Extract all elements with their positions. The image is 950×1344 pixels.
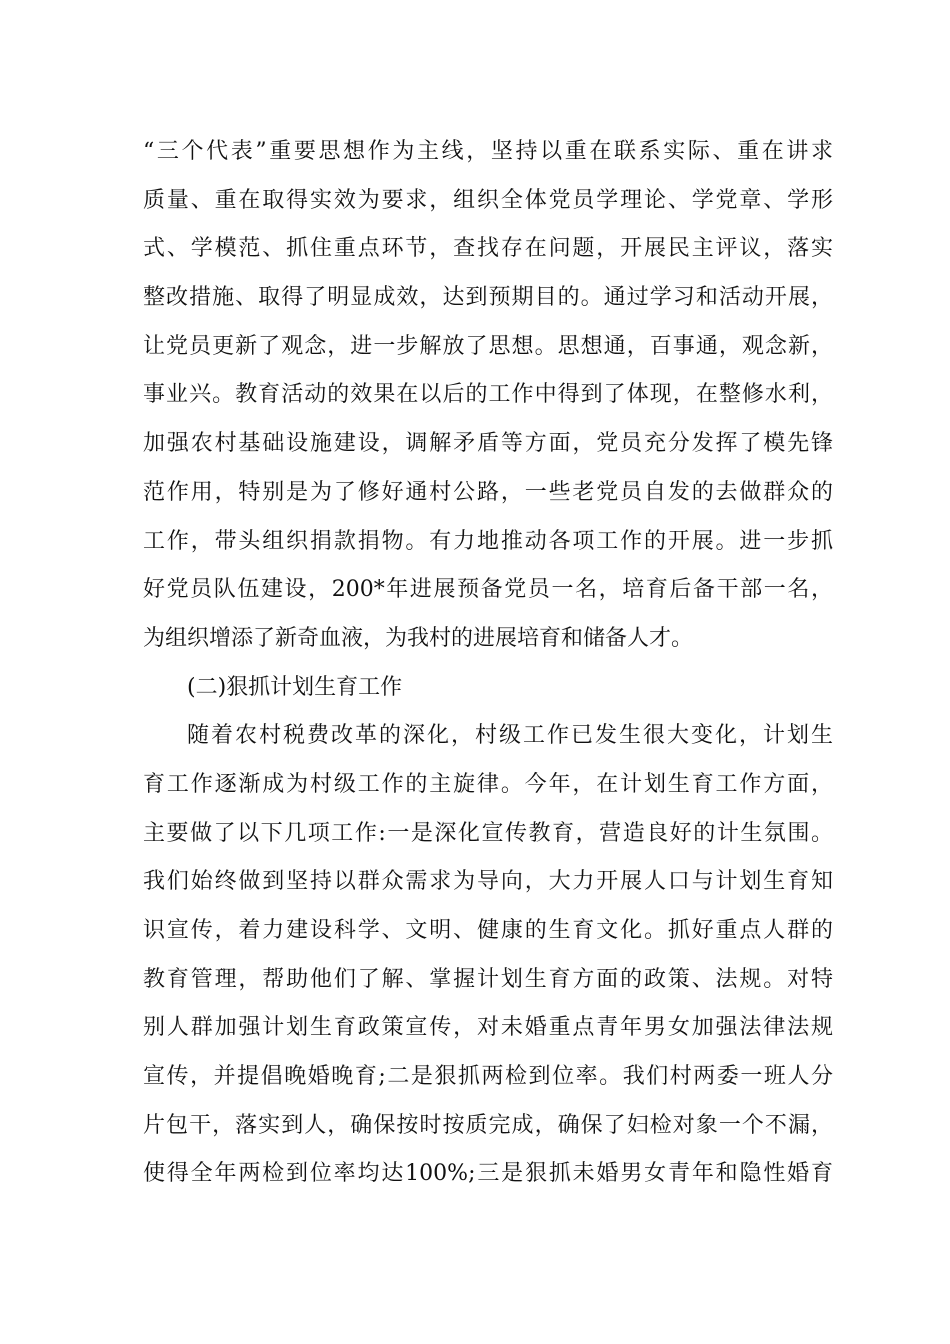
text-line: 识宣传，着力建设科学、文明、健康的生育文化。抓好重点人群的 [143, 918, 833, 943]
section-heading: (二)狠抓计划生育工作 [187, 674, 403, 700]
paragraph-last-line: 为组织增添了新奇血液，为我村的进展培育和储备人才。 [143, 625, 694, 651]
text-line: 使得全年两检到位率均达100%;三是狠抓未婚男女青年和隐性婚育 [143, 1161, 833, 1187]
text-line: 宣传，并提倡晚婚晚育;二是狠抓两检到位率。我们村两委一班人分 [143, 1064, 833, 1090]
body-text [143, 128, 833, 1199]
text-line: 育工作逐渐成为村级工作的主旋律。今年，在计划生育工作方面， [143, 771, 833, 797]
text-line: 范作用，特别是为了修好通村公路，一些老党员自发的去做群众的 [143, 479, 833, 505]
text-line: 式、学模范、抓住重点环节，查找存在问题，开展民主评议，落实 [143, 236, 833, 262]
text-line: 片包干，落实到人，确保按时按质完成，确保了妇检对象一个不漏， [143, 1112, 833, 1138]
text-line: 我们始终做到坚持以群众需求为导向，大力开展人口与计划生育知 [143, 869, 833, 895]
text-line: 工作，带头组织捐款捐物。有力地推动各项工作的开展。进一步抓 [143, 528, 833, 554]
text-line: 事业兴。教育活动的效果在以后的工作中得到了体现，在整修水利， [143, 382, 833, 408]
text-line: 让党员更新了观念，进一步解放了思想。思想通，百事通，观念新， [143, 333, 833, 359]
text-line: 好党员队伍建设，200*年进展预备党员一名，培育后备干部一名， [143, 577, 833, 603]
text-line: 加强农村基础设施建设，调解矛盾等方面，党员充分发挥了模先锋 [143, 431, 833, 457]
text-line: 别人群加强计划生育政策宣传，对未婚重点青年男女加强法律法规 [143, 1015, 833, 1041]
text-line: 主要做了以下几项工作:一是深化宣传教育，营造良好的计生氛围。 [143, 820, 833, 846]
text-line: 质量、重在取得实效为要求，组织全体党员学理论、学党章、学形 [143, 187, 833, 213]
text-line: “三个代表”重要思想作为主线，坚持以重在联系实际、重在讲求 [143, 139, 833, 164]
text-line: 整改措施、取得了明显成效，达到预期目的。通过学习和活动开展， [143, 285, 833, 311]
text-line: 教育管理，帮助他们了解、掌握计划生育方面的政策、法规。对特 [143, 966, 833, 992]
paragraph-first-line: 随着农村税费改革的深化，村级工作已发生很大变化，计划生 [187, 723, 833, 749]
